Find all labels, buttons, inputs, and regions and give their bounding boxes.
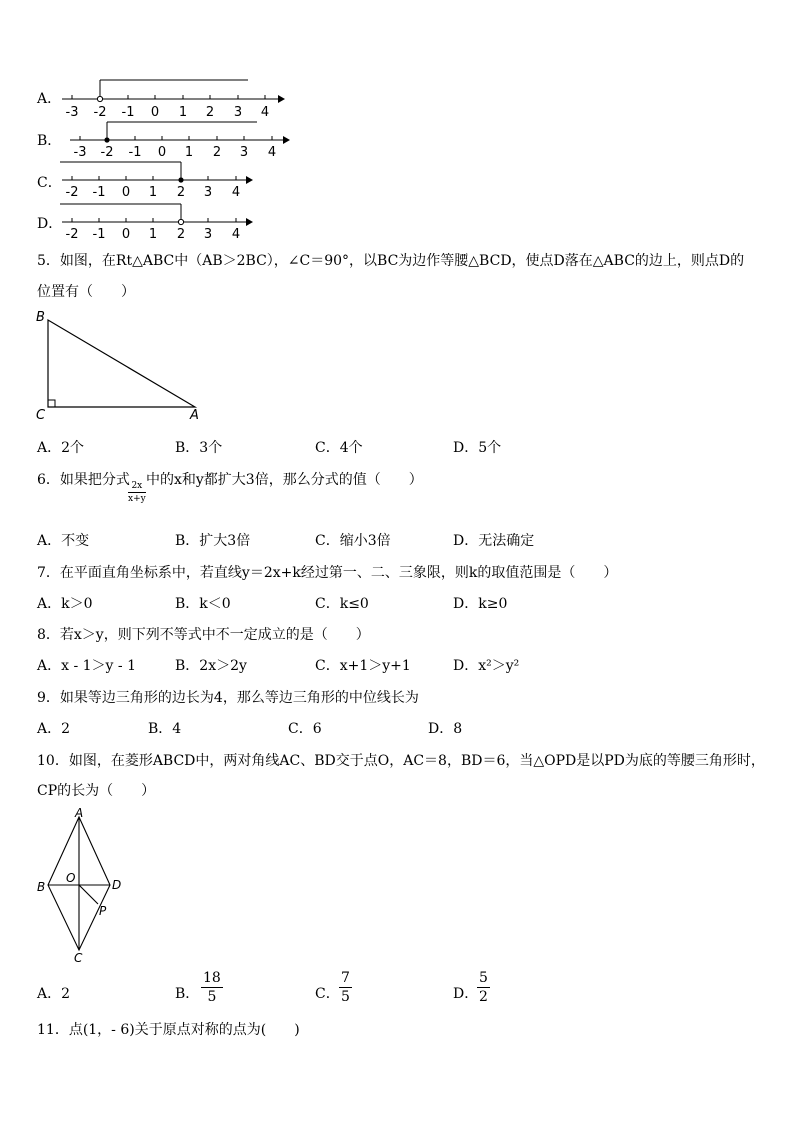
tick-label: -1 bbox=[92, 185, 106, 200]
tick-label: 3 bbox=[233, 105, 243, 120]
question-10-line1: 10．如图，在菱形ABCD中，两对角线AC、BD交于点O，AC＝8，BD＝6，当△OPD是以PD为底的等腰三角形时， bbox=[37, 753, 765, 769]
option-a-letter: A． bbox=[37, 91, 62, 107]
q5-option-d: D．5个 bbox=[453, 440, 502, 456]
tick-label: -2 bbox=[65, 227, 79, 242]
q7-option-c: C．k≤0 bbox=[315, 596, 369, 612]
vertex-b-label: B bbox=[36, 310, 45, 325]
q5-option-a: A．2个 bbox=[37, 440, 85, 456]
tick-label: 4 bbox=[231, 185, 241, 200]
tick-label: -1 bbox=[121, 105, 135, 120]
tick-label: -3 bbox=[73, 145, 87, 160]
vertex-c-label: C bbox=[74, 951, 83, 965]
point-o-label: O bbox=[66, 871, 76, 885]
q5-option-c: C．4个 bbox=[315, 440, 363, 456]
number-line-a bbox=[62, 80, 285, 120]
number-line-b bbox=[70, 122, 290, 160]
tick-label: 0 bbox=[121, 227, 131, 242]
question-6-pre: 6．如果把分式 bbox=[37, 472, 130, 488]
q8-option-a: A．x - 1＞y - 1 bbox=[37, 658, 136, 674]
vertex-c-label: C bbox=[36, 408, 46, 423]
q10-option-b bbox=[175, 983, 199, 1003]
q6-option-d: D．无法确定 bbox=[453, 533, 535, 549]
q9-option-d: D．8 bbox=[428, 721, 463, 737]
number-lines-figure bbox=[0, 70, 320, 250]
fraction-numerator: 7 bbox=[339, 971, 352, 988]
q9-option-c: C．6 bbox=[288, 721, 322, 737]
question-5-line2: 位置有（ ） bbox=[37, 284, 135, 300]
tick-label: 3 bbox=[239, 145, 249, 160]
tick-label: -2 bbox=[100, 145, 114, 160]
question-8: 8．若x＞y，则下列不等式中不一定成立的是（ ） bbox=[37, 627, 370, 643]
tick-label: 2 bbox=[176, 185, 186, 200]
number-line-d bbox=[60, 204, 253, 242]
vertex-d-label: D bbox=[112, 878, 122, 892]
tick-label: 4 bbox=[260, 105, 270, 120]
tick-label: -3 bbox=[65, 105, 79, 120]
tick-label: 1 bbox=[184, 145, 194, 160]
option-b-letter: B． bbox=[37, 133, 62, 149]
q10-option-c-prefix: C． bbox=[315, 986, 340, 1002]
fraction-denominator: 2 bbox=[479, 989, 488, 1006]
vertex-b-label: B bbox=[37, 880, 46, 894]
q10-option-d-prefix: D． bbox=[453, 986, 479, 1002]
tick-label: 1 bbox=[148, 185, 158, 200]
q10-option-d bbox=[453, 983, 478, 1003]
tick-label: 0 bbox=[121, 185, 131, 200]
tick-label: 2 bbox=[212, 145, 222, 160]
q10-option-b-prefix: B． bbox=[175, 986, 200, 1002]
fraction-denominator: 5 bbox=[341, 989, 350, 1006]
tick-label: 4 bbox=[267, 145, 277, 160]
q7-option-b: B．k＜0 bbox=[175, 596, 231, 612]
q8-option-b: B．2x＞2y bbox=[175, 658, 247, 674]
q10-option-d-fraction bbox=[477, 971, 490, 1006]
question-9: 9．如果等边三角形的边长为4，那么等边三角形的中位线长为 bbox=[37, 690, 419, 706]
right-triangle-figure bbox=[30, 305, 210, 425]
tick-label: 4 bbox=[231, 227, 241, 242]
tick-label: 1 bbox=[178, 105, 188, 120]
question-7: 7．在平面直角坐标系中，若直线y＝2x+k经过第一、二、三象限，则k的取值范围是（ ） bbox=[37, 565, 618, 581]
point-p-label: P bbox=[99, 904, 107, 918]
q7-option-a: A．k＞0 bbox=[37, 596, 93, 612]
question-6-post: 中的x和y都扩大3倍，那么分式的值（ ） bbox=[146, 472, 423, 488]
question-11: 11．点(1，- 6)关于原点对称的点为( ) bbox=[37, 1022, 300, 1038]
q6-fraction-den: x+y bbox=[128, 494, 146, 504]
tick-label: 2 bbox=[205, 105, 215, 120]
q10-option-a: A．2 bbox=[37, 986, 71, 1002]
tick-label: 3 bbox=[203, 185, 213, 200]
q5-option-b: B．3个 bbox=[175, 440, 223, 456]
tick-label: 3 bbox=[203, 227, 213, 242]
option-d-letter: D． bbox=[37, 216, 63, 232]
tick-label: -1 bbox=[128, 145, 142, 160]
tick-label: 1 bbox=[148, 227, 158, 242]
vertex-a-label: A bbox=[190, 408, 199, 423]
tick-label: 0 bbox=[157, 145, 167, 160]
q10-option-c bbox=[315, 983, 340, 1003]
q6-fraction-num: 2x bbox=[128, 482, 146, 493]
q6-option-b: B．扩大3倍 bbox=[175, 533, 251, 549]
q6-option-c: C．缩小3倍 bbox=[315, 533, 391, 549]
tick-label: 2 bbox=[176, 227, 186, 242]
q10-option-b-fraction bbox=[201, 971, 223, 1006]
q6-fraction bbox=[128, 482, 146, 504]
question-5-line1: 5．如图，在Rt△ABC中（AB＞2BC），∠C＝90°，以BC为边作等腰△BCD，使点D落在△ABC的边上，则点D的 bbox=[37, 253, 745, 269]
rhombus-figure bbox=[30, 805, 140, 965]
tick-label: -2 bbox=[65, 185, 79, 200]
q10-option-c-fraction bbox=[339, 971, 352, 1006]
fraction-numerator: 18 bbox=[201, 971, 223, 988]
number-line-c bbox=[60, 162, 253, 200]
tick-label: -2 bbox=[93, 105, 107, 120]
tick-label: 0 bbox=[150, 105, 160, 120]
q8-option-c: C．x+1＞y+1 bbox=[315, 658, 411, 674]
q8-option-d: D．x²＞y² bbox=[453, 658, 520, 674]
vertex-a-label: A bbox=[75, 806, 84, 820]
fraction-denominator: 5 bbox=[207, 989, 217, 1006]
question-10-line2: CP的长为（ ） bbox=[37, 783, 156, 799]
fraction-numerator: 5 bbox=[477, 971, 490, 988]
tick-label: -1 bbox=[92, 227, 106, 242]
q7-option-d: D．k≥0 bbox=[453, 596, 508, 612]
q6-option-a: A．不变 bbox=[37, 533, 90, 549]
q9-option-a: A．2 bbox=[37, 721, 71, 737]
q9-option-b: B．4 bbox=[148, 721, 182, 737]
option-c-letter: C． bbox=[37, 175, 62, 191]
